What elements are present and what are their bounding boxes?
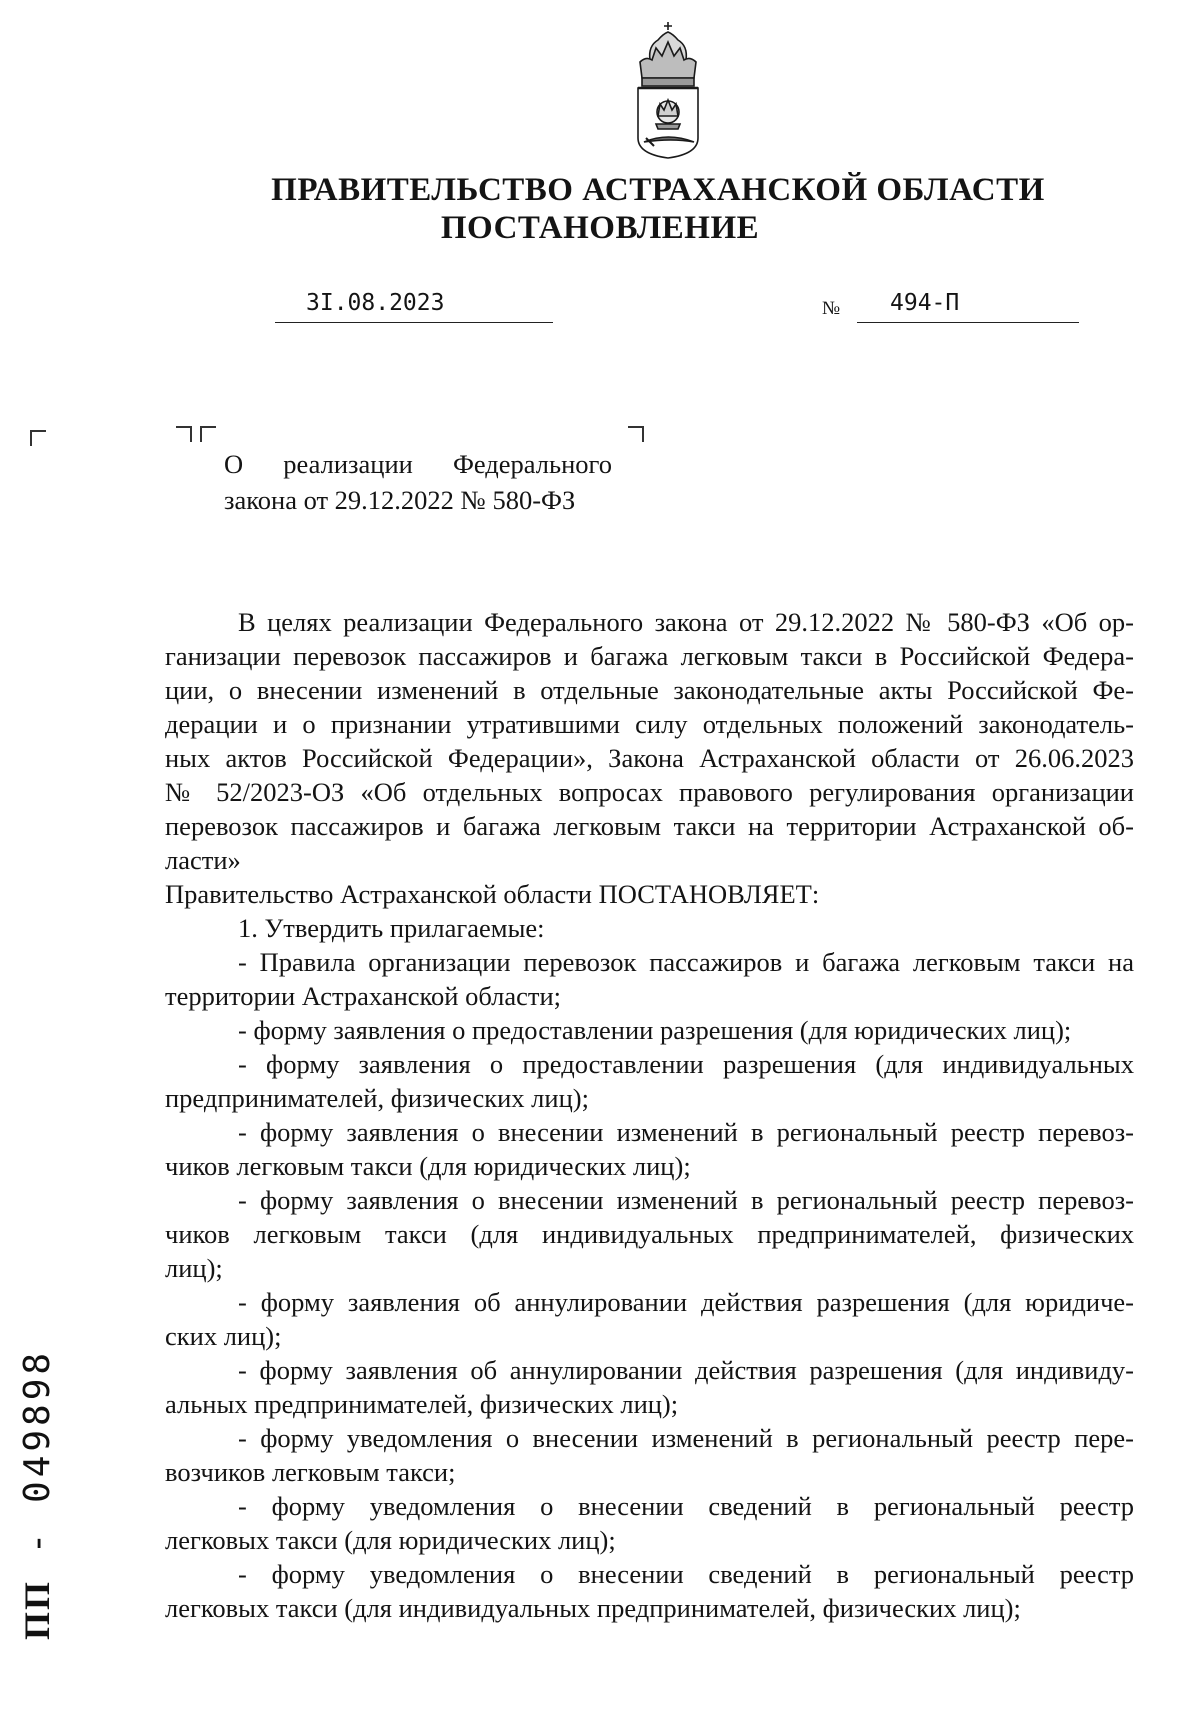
paragraph-line: ласти» bbox=[165, 845, 241, 875]
paragraph-line: ганизации перевозок пассажиров и багажа легковым такси в Российской Федера- bbox=[165, 641, 1134, 671]
resolves-line: Правительство Астраханской области ПОСТАНОВЛЯЕТ: bbox=[165, 879, 820, 909]
list-line: - форму заявления об аннулировании действия разрешения (для юридиче- bbox=[238, 1287, 1134, 1317]
paragraph-line: № 52/2023-ОЗ «Об отдельных вопросах правового регулирования организации bbox=[165, 777, 1134, 807]
paragraph-line: ции, о внесении изменений в отдельные законодательные акты Российской Фе- bbox=[165, 675, 1134, 705]
list-line: предпринимателей, физических лиц); bbox=[165, 1083, 589, 1113]
list-line: альных предпринимателей, физических лиц); bbox=[165, 1389, 679, 1419]
list-line: - форму заявления о внесении изменений в региональный реестр перевоз- bbox=[238, 1185, 1134, 1215]
list-line: - форму заявления о внесении изменений в региональный реестр перевоз- bbox=[238, 1117, 1134, 1147]
list-line: легковых такси (для индивидуальных предпринимателей, физических лиц); bbox=[165, 1593, 1021, 1623]
subject-block bbox=[224, 446, 612, 518]
corner-mark bbox=[176, 426, 192, 442]
corner-mark bbox=[200, 426, 216, 442]
side-serial-number: - 049898 bbox=[17, 1348, 58, 1580]
list-line: - форму уведомления о внесении изменений в региональный реестр пере- bbox=[238, 1423, 1134, 1453]
coat-of-arms-emblem bbox=[628, 20, 708, 160]
government-title: ПРАВИТЕЛЬСТВО АСТРАХАНСКОЙ ОБЛАСТИ bbox=[271, 172, 1045, 208]
list-line: чиков легковым такси (для юридических лиц); bbox=[165, 1151, 691, 1181]
list-line: возчиков легковым такси; bbox=[165, 1457, 456, 1487]
paragraph-line: дерации и о признании утратившими силу отдельных положений законодатель- bbox=[165, 709, 1134, 739]
list-line: - форму заявления о предоставлении разрешения (для юридических лиц); bbox=[238, 1015, 1072, 1045]
subject-line: О реализации Федерального bbox=[224, 449, 612, 479]
paragraph-line: ных актов Российской Федерации», Закона Астраханской области от 26.06.2023 bbox=[165, 743, 1134, 773]
side-serial-code bbox=[16, 1349, 58, 1640]
list-line: чиков легковым такси (для индивидуальных предпринимателей, физических bbox=[165, 1219, 1134, 1249]
document-number: 494-П bbox=[890, 290, 960, 316]
paragraph-line: В целях реализации Федерального закона от 29.12.2022 № 580-ФЗ «Об ор- bbox=[238, 607, 1134, 637]
paragraph-line: перевозок пассажиров и багажа легковым такси на территории Астраханской об- bbox=[165, 811, 1134, 841]
item-1-heading: 1. Утвердить прилагаемые: bbox=[238, 913, 545, 943]
list-line: территории Астраханской области; bbox=[165, 981, 562, 1011]
list-line: - форму уведомления о внесении сведений в региональный реестр bbox=[238, 1559, 1134, 1589]
list-line: лиц); bbox=[165, 1253, 223, 1283]
number-sign: № bbox=[822, 298, 841, 319]
corner-mark bbox=[30, 430, 46, 446]
corner-mark bbox=[628, 426, 644, 442]
list-line: ских лиц); bbox=[165, 1321, 282, 1351]
document-type-title: ПОСТАНОВЛЕНИЕ bbox=[440, 210, 760, 246]
subject-line: закона от 29.12.2022 № 580-ФЗ bbox=[224, 485, 576, 515]
document-date: 3I.08.2023 bbox=[306, 290, 445, 316]
side-serial-prefix: ПП bbox=[17, 1579, 57, 1640]
list-line: - форму заявления об аннулировании действия разрешения (для индивиду- bbox=[238, 1355, 1134, 1385]
list-line: легковых такси (для юридических лиц); bbox=[165, 1525, 616, 1555]
list-line: - форму уведомления о внесении сведений в региональный реестр bbox=[238, 1491, 1134, 1521]
list-line: - Правила организации перевозок пассажиров и багажа легковым такси на bbox=[238, 947, 1134, 977]
list-line: - форму заявления о предоставлении разрешения (для индивидуальных bbox=[238, 1049, 1134, 1079]
